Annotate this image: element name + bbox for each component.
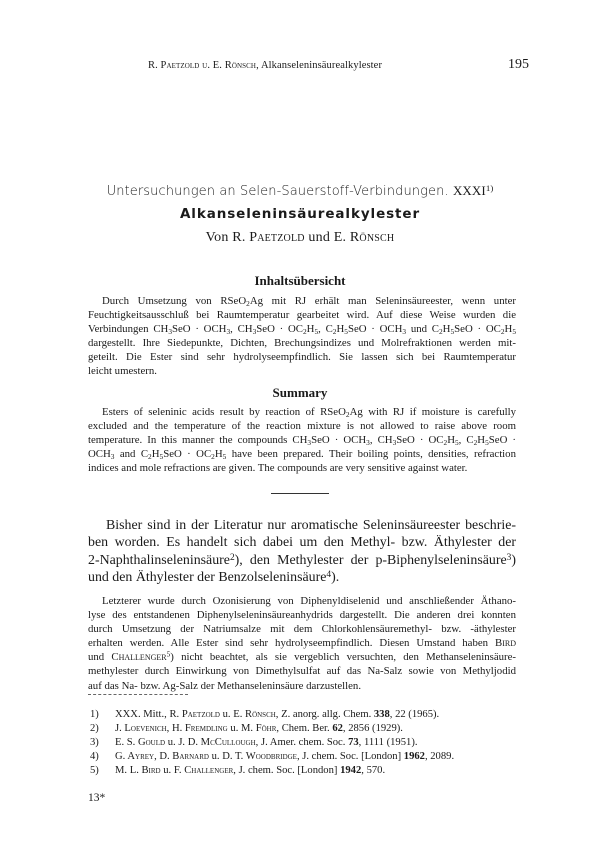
printer-signature: 13* xyxy=(88,792,106,804)
summary-en xyxy=(88,405,516,475)
author-1: R. Paetzold xyxy=(232,230,305,245)
running-head xyxy=(148,60,382,71)
footnote-ref-2[interactable]: 2 xyxy=(229,552,235,563)
series-title xyxy=(0,183,600,199)
page-number: 195 xyxy=(508,57,529,72)
abstract-de-line: Durch Umsetzung von RSeO$_2$Ag mit RJ erhält man Seleninsäureester, wenn unter xyxy=(102,295,516,308)
intro-line: Bisher sind in der Literatur nur aromatische Seleninsäureester beschrie- xyxy=(106,518,516,533)
body-line: durch Umsetzung der Natriumsalze mit dem Chlorkohlensäuremethyl- bzw. -äthylester xyxy=(88,623,516,636)
footnote-mark: 3) xyxy=(90,737,99,749)
body-paragraph xyxy=(88,594,516,693)
series-number: XXXI xyxy=(452,183,486,198)
body-line: methylester durch Einwirkung von Dimethylsulfat auf das Na-Salz sowie von Methyljodid xyxy=(88,665,516,678)
abstract-de-line: dargestellt. Ihre Siedepunkte, Dichten, Brechungsindizes und Molrefraktionen werden mit- xyxy=(88,337,516,350)
running-head-title: Alkanseleninsäurealkylester xyxy=(260,60,383,71)
summary-line: excluded and the temperature of the reaction mixture is not allowed to raise above room xyxy=(88,420,516,433)
body-line: erhalten werden. Alle Ester sind sehr hydrolyseempfindlich. Diesen Umstand haben Bird xyxy=(88,637,516,650)
series-title-text: Untersuchungen an Selen-Sauerstoff-Verbindungen. xyxy=(106,184,449,199)
footnote-rule xyxy=(88,694,188,695)
footnote-5: 5) M. L. Bird u. F. Challenger, J. chem. Soc. [London] 1942, 570. xyxy=(115,764,515,778)
body-line: auf das Na- bzw. Ag-Salz der Methanseleninsäure darzustellen. xyxy=(88,679,362,692)
footnote-mark: 5) xyxy=(90,765,99,777)
abstract-de-line: Verbindungen $CH_3SeO \cdot OCH_3$, $CH_3SeO \cdot OC_2H_5$, $C_2H_5SeO \cdot OCH_3$ und $C_2H_5SeO \cdot OC_2H_5$ xyxy=(88,323,516,337)
footnote-3: 3) E. S. Gould u. J. D. McCullough, J. Amer. chem. Soc. 73, 1111 (1951). xyxy=(115,736,515,750)
summary-line: $OCH_3$ and $C_2H_5SeO \cdot OC_2H_5$ have been prepared. Their boiling points, densities, refraction xyxy=(88,448,516,462)
summary-line: Esters of seleninic acids result by reaction of RSeO$_2$Ag with RJ if moisture is carefully xyxy=(102,406,517,419)
abstract-de xyxy=(88,294,516,379)
footnote-mark: 2) xyxy=(90,723,99,735)
abstract-de-line: leicht umestern. xyxy=(88,365,157,378)
abstract-de-line: geteilt. Die Ester sind sehr hydrolyseempfindlich. Sie lassen sich bei Raumtemperatur xyxy=(88,351,516,364)
footnote-4: 4) G. Ayrey, D. Barnard u. D. T. Woodbridge, J. chem. Soc. [London] 1962, 2089. xyxy=(115,750,515,764)
summary-heading: Summary xyxy=(272,385,328,400)
footnote-mark: 4) xyxy=(90,751,99,763)
running-head-authors: R. Paetzold u. E. Rönsch, xyxy=(148,60,259,71)
intro-paragraph xyxy=(88,517,516,587)
summary-line: indices and mole refractions are given. The compounds are very sensitive against water. xyxy=(88,462,468,475)
body-line: Letzterer wurde durch Ozonisierung von Diphenyldiselenid und anschließender Äthano- xyxy=(102,595,516,607)
body-line: lyse des entstandenen Diphenylseleninsäureanhydrids dargestellt. Die anderen drei konnten xyxy=(88,609,516,622)
intro-line: 2-Naphthalinseleninsäure$^2$), den Methylester der p-Biphenylseleninsäure$^3$) xyxy=(88,552,516,568)
footnote-ref-3[interactable]: 3 xyxy=(506,552,512,563)
authors-line xyxy=(0,230,600,246)
abstract-de-heading: Inhaltsübersicht xyxy=(254,273,346,288)
authors-and: und xyxy=(308,230,331,245)
footnote-1: 1) XXX. Mitt., R. Paetzold u. E. Rönsch, Z. anorg. allg. Chem. 338, 22 (1965). xyxy=(115,708,515,722)
abstract-de-line: Feuchtigkeitsausschluß bei Raumtemperatur gearbeitet wird. Auf diese Weise wurden die xyxy=(88,309,516,322)
intro-line: ben worden. Es handelt sich dabei um den Methyl- bzw. Äthylester der xyxy=(88,535,516,551)
intro-line: und den Äthylester der Benzolseleninsäure$^4$). xyxy=(88,569,340,586)
summary-line: temperature. In this manner the compounds $CH_3SeO \cdot OCH_3$, $CH_3SeO \cdot OC_2H_5$, $C_2H_5SeO$ · xyxy=(88,434,517,448)
footnotes xyxy=(90,708,515,778)
authors-prefix: Von xyxy=(205,230,229,245)
footnote-2: 2) J. Loevenich, H. Fremdling u. M. Föhr, Chem. Ber. 62, 2856 (1929). xyxy=(115,722,515,736)
series-footnote-ref[interactable]: 1) xyxy=(485,183,494,194)
article-title: Alkanseleninsäurealkylester xyxy=(179,206,421,222)
body-line: und Challenger$^5$) nicht beachtet, als sie vergeblich versuchten, den Methanseleninsäure- xyxy=(88,650,517,664)
author-2: E. Rönsch xyxy=(333,230,395,245)
footnote-ref-5[interactable]: 5 xyxy=(166,650,171,660)
footnote-mark: 1) xyxy=(90,709,99,720)
footnote-ref-4[interactable]: 4 xyxy=(326,569,332,580)
section-separator xyxy=(271,493,329,494)
